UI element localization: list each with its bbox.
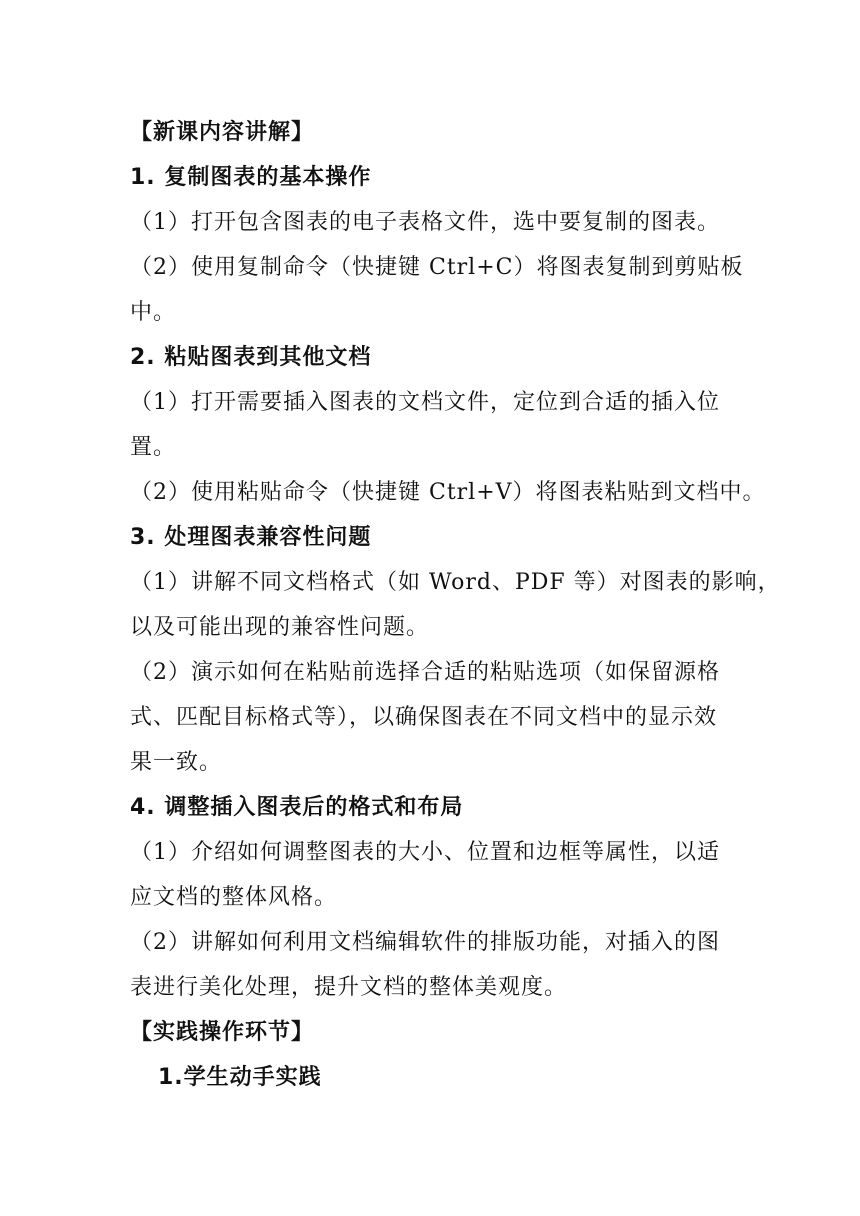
section-heading-practice: 【实践操作环节】	[130, 1020, 315, 1045]
paragraph-line: （1）打开包含图表的电子表格文件，选中要复制的图表。	[130, 210, 720, 235]
heading-format-layout: 4. 调整插入图表后的格式和布局	[130, 795, 464, 820]
heading-paste-chart: 2. 粘贴图表到其他文档	[130, 345, 372, 370]
paragraph-line: 以及可能出现的兼容性问题。	[130, 615, 430, 640]
document-body	[130, 110, 781, 1100]
paragraph-line: 式、匹配目标格式等），以确保图表在不同文档中的显示效	[130, 705, 718, 730]
paragraph-line: （2）演示如何在粘贴前选择合适的粘贴选项（如保留源格	[130, 660, 720, 685]
paragraph-line: 置。	[130, 435, 177, 460]
heading-compatibility: 3. 处理图表兼容性问题	[130, 525, 372, 550]
section-heading-new-content: 【新课内容讲解】	[130, 120, 315, 145]
paragraph-line: 表进行美化处理，提升文档的整体美观度。	[130, 975, 568, 1000]
paragraph-line: （2）使用复制命令（快捷键 Ctrl+C）将图表复制到剪贴板	[130, 255, 744, 280]
paragraph-line: （1）介绍如何调整图表的大小、位置和边框等属性，以适	[130, 840, 720, 865]
paragraph-line: 果一致。	[130, 750, 223, 775]
subheading-student-practice: 1.学生动手实践	[158, 1065, 322, 1090]
paragraph-line: 中。	[130, 300, 177, 325]
paragraph-line: （1）打开需要插入图表的文档文件，定位到合适的插入位	[130, 390, 720, 415]
paragraph-line: （2）讲解如何利用文档编辑软件的排版功能，对插入的图	[130, 930, 720, 955]
heading-copy-chart-basics: 1. 复制图表的基本操作	[130, 165, 372, 190]
paragraph-line: （1）讲解不同文档格式（如 Word、PDF 等）对图表的影响，	[130, 570, 781, 595]
paragraph-line: 应文档的整体风格。	[130, 885, 338, 910]
paragraph-line: （2）使用粘贴命令（快捷键 Ctrl+V）将图表粘贴到文档中。	[130, 480, 766, 505]
